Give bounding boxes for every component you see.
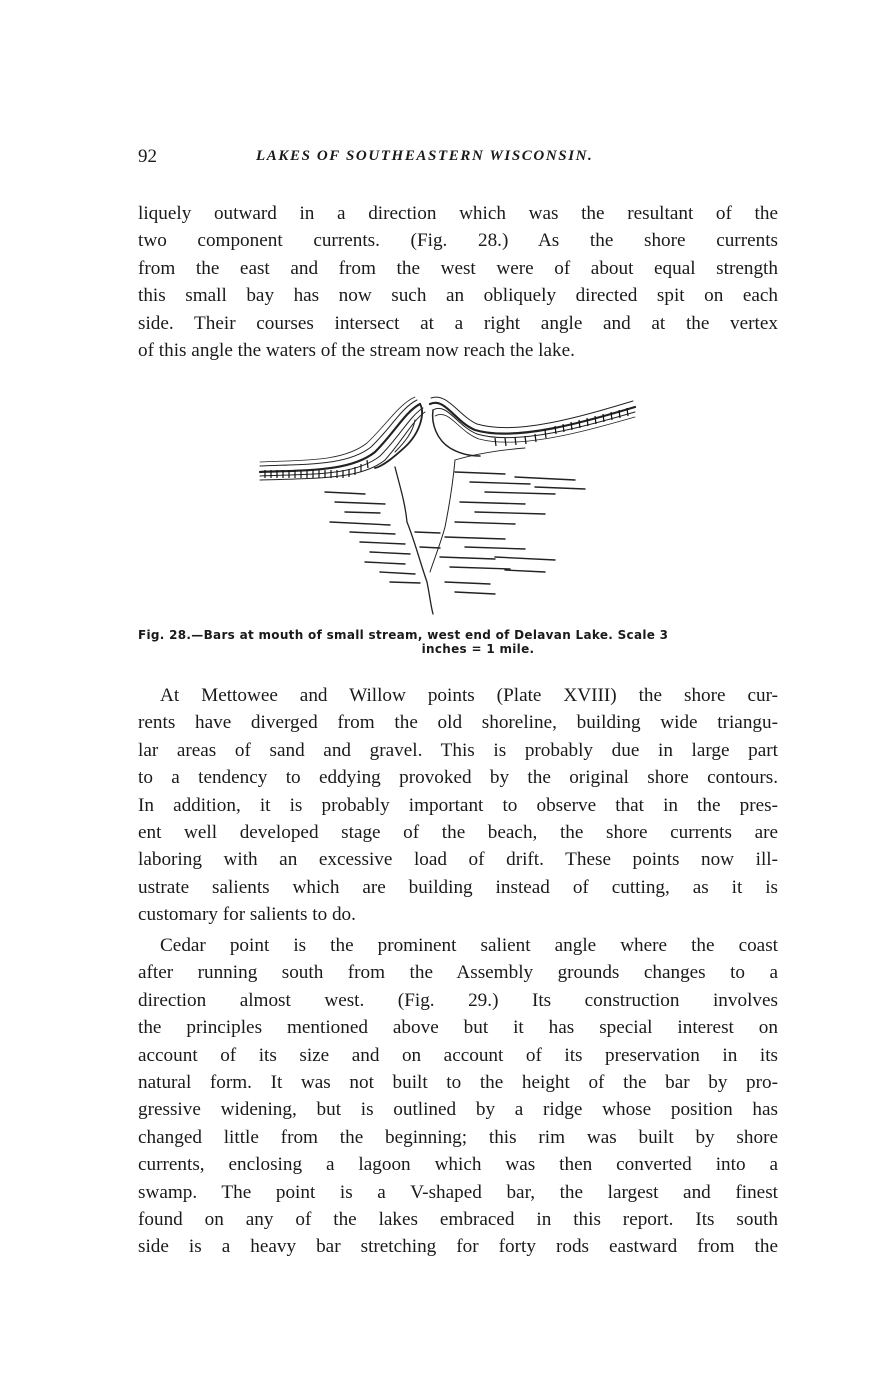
paragraph-3 xyxy=(138,932,778,1261)
text-line: lar areas of sand and gravel. This is probably due in large part xyxy=(138,739,778,761)
spit-bar-drawing xyxy=(255,392,640,622)
figure-28-illustration xyxy=(255,392,640,622)
text-line: found on any of the lakes embraced in this report. Its south xyxy=(138,1208,778,1230)
text-line: changed little from the beginning; this rim was built by shore xyxy=(138,1126,778,1148)
text-line: account of its size and on account of its preservation in its xyxy=(138,1044,778,1066)
page-number: 92 xyxy=(138,146,157,167)
text-line: customary for salients to do. xyxy=(138,904,356,926)
text-line: gressive widening, but is outlined by a ridge whose position has xyxy=(138,1099,778,1121)
text-line: after running south from the Assembly grounds changes to a xyxy=(138,962,778,984)
caption-line-1: Fig. 28.—Bars at mouth of small stream, west end of Delavan Lake. Scale 3 xyxy=(138,628,669,642)
text-line: currents, enclosing a lagoon which was then converted into a xyxy=(138,1154,778,1176)
text-line: direction almost west. (Fig. 29.) Its construction involves xyxy=(138,989,778,1011)
text-line: Cedar point is the prominent salient angle where the coast xyxy=(160,935,778,956)
paragraph-1 xyxy=(138,200,778,364)
text-line: from the east and from the west were of about equal strength xyxy=(138,257,778,279)
text-line: this small bay has now such an obliquely directed spit on each xyxy=(138,285,778,307)
running-title: LAKES OF SOUTHEASTERN WISCONSIN. xyxy=(256,148,594,164)
text-line: natural form. It was not built to the height of the bar by pro- xyxy=(138,1071,778,1093)
text-line: side. Their courses intersect at a right angle and at the vertex xyxy=(138,312,778,334)
text-line: to a tendency to eddying provoked by the original shore contours. xyxy=(138,767,778,789)
page-header xyxy=(138,146,778,170)
paragraph-2 xyxy=(138,682,778,929)
text-line: liquely outward in a direction which was the resultant of the xyxy=(138,203,778,224)
text-line: rents have diverged from the old shoreline, building wide triangu- xyxy=(138,712,778,734)
text-line: At Mettowee and Willow points (Plate XVIII) the shore cur- xyxy=(160,685,778,706)
text-line: of this angle the waters of the stream now reach the lake. xyxy=(138,339,575,361)
text-line: laboring with an excessive load of drift. These points now ill- xyxy=(138,849,778,871)
caption-line-2: inches = 1 mile. xyxy=(421,642,535,656)
text-line: swamp. The point is a V-shaped bar, the largest and finest xyxy=(138,1181,778,1203)
text-line: the principles mentioned above but it has special interest on xyxy=(138,1017,778,1039)
text-line: two component currents. (Fig. 28.) As the shore currents xyxy=(138,230,778,252)
text-line: ustrate salients which are building instead of cutting, as it is xyxy=(138,876,778,898)
text-line: side is a heavy bar stretching for forty rods eastward from the xyxy=(138,1236,778,1258)
figure-caption xyxy=(138,628,778,656)
text-line: ent well developed stage of the beach, the shore currents are xyxy=(138,821,778,843)
text-line: In addition, it is probably important to observe that in the pres- xyxy=(138,794,778,816)
